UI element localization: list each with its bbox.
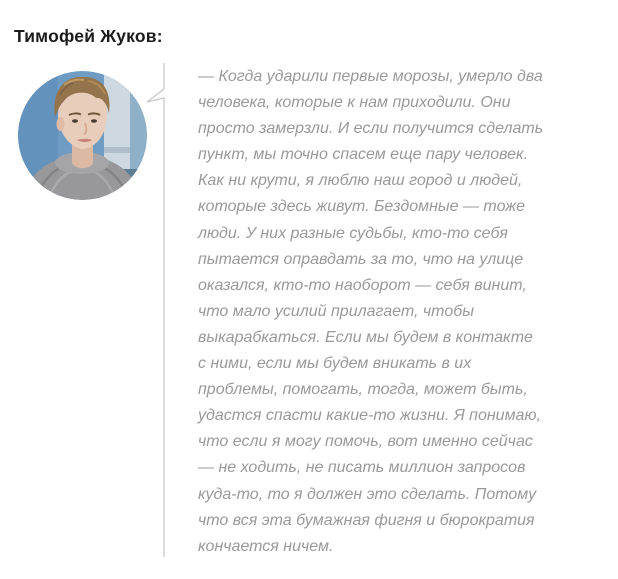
quote-text-line: удастся спасти какие-то жизни. Я понимаю, <box>198 407 541 425</box>
quote-text-line: куда-то, то я должен это сделать. Потому <box>198 485 537 503</box>
quote-text-line: проблемы, помогать, тогда, может быть, <box>198 381 528 399</box>
speaker-avatar <box>18 71 147 200</box>
quote-line-decoration <box>144 62 168 558</box>
quote-text-line: пытается оправдать за то, что на улице <box>198 250 524 268</box>
quote-text-line: люди. У них разные судьбы, кто-то себя <box>198 224 508 242</box>
speaker-name: Тимофей Жуков: <box>14 26 163 46</box>
quote-text-line: оказался, кто-то наоборот — себя винит, <box>198 276 527 294</box>
quote-text-line: просто замерзли. И если получится сделать <box>198 120 544 138</box>
quote-text-line: кончается ничем. <box>198 537 334 555</box>
quote-text-line: которые здесь живут. Бездомные — тоже <box>198 198 526 216</box>
quote-text-line: пункт, мы точно спасем еще пару человек. <box>198 146 529 164</box>
quote-text-line: Как ни крути, я люблю наш город и людей, <box>198 172 523 190</box>
quote-text-line: выкарабкаться. Если мы будем в контакте <box>198 328 533 346</box>
quote-text-line: что мало усилий прилагает, чтобы <box>198 302 474 320</box>
quote-text <box>198 64 586 560</box>
portrait-photo <box>18 71 147 200</box>
quote-text-line: что если я могу помочь, вот именно сейчас <box>198 433 533 451</box>
quote-text-line: с ними, если мы будем вникать в их <box>198 355 472 373</box>
quote-text-line: — не ходить, не писать миллион запросов <box>198 459 526 477</box>
quote-text-line: — Когда ударили первые морозы, умерло два <box>198 68 543 85</box>
quote-text-line: человека, которые к нам приходили. Они <box>198 94 511 112</box>
quote-text-line: что вся эта бумажная фигня и бюрократия <box>198 511 535 529</box>
